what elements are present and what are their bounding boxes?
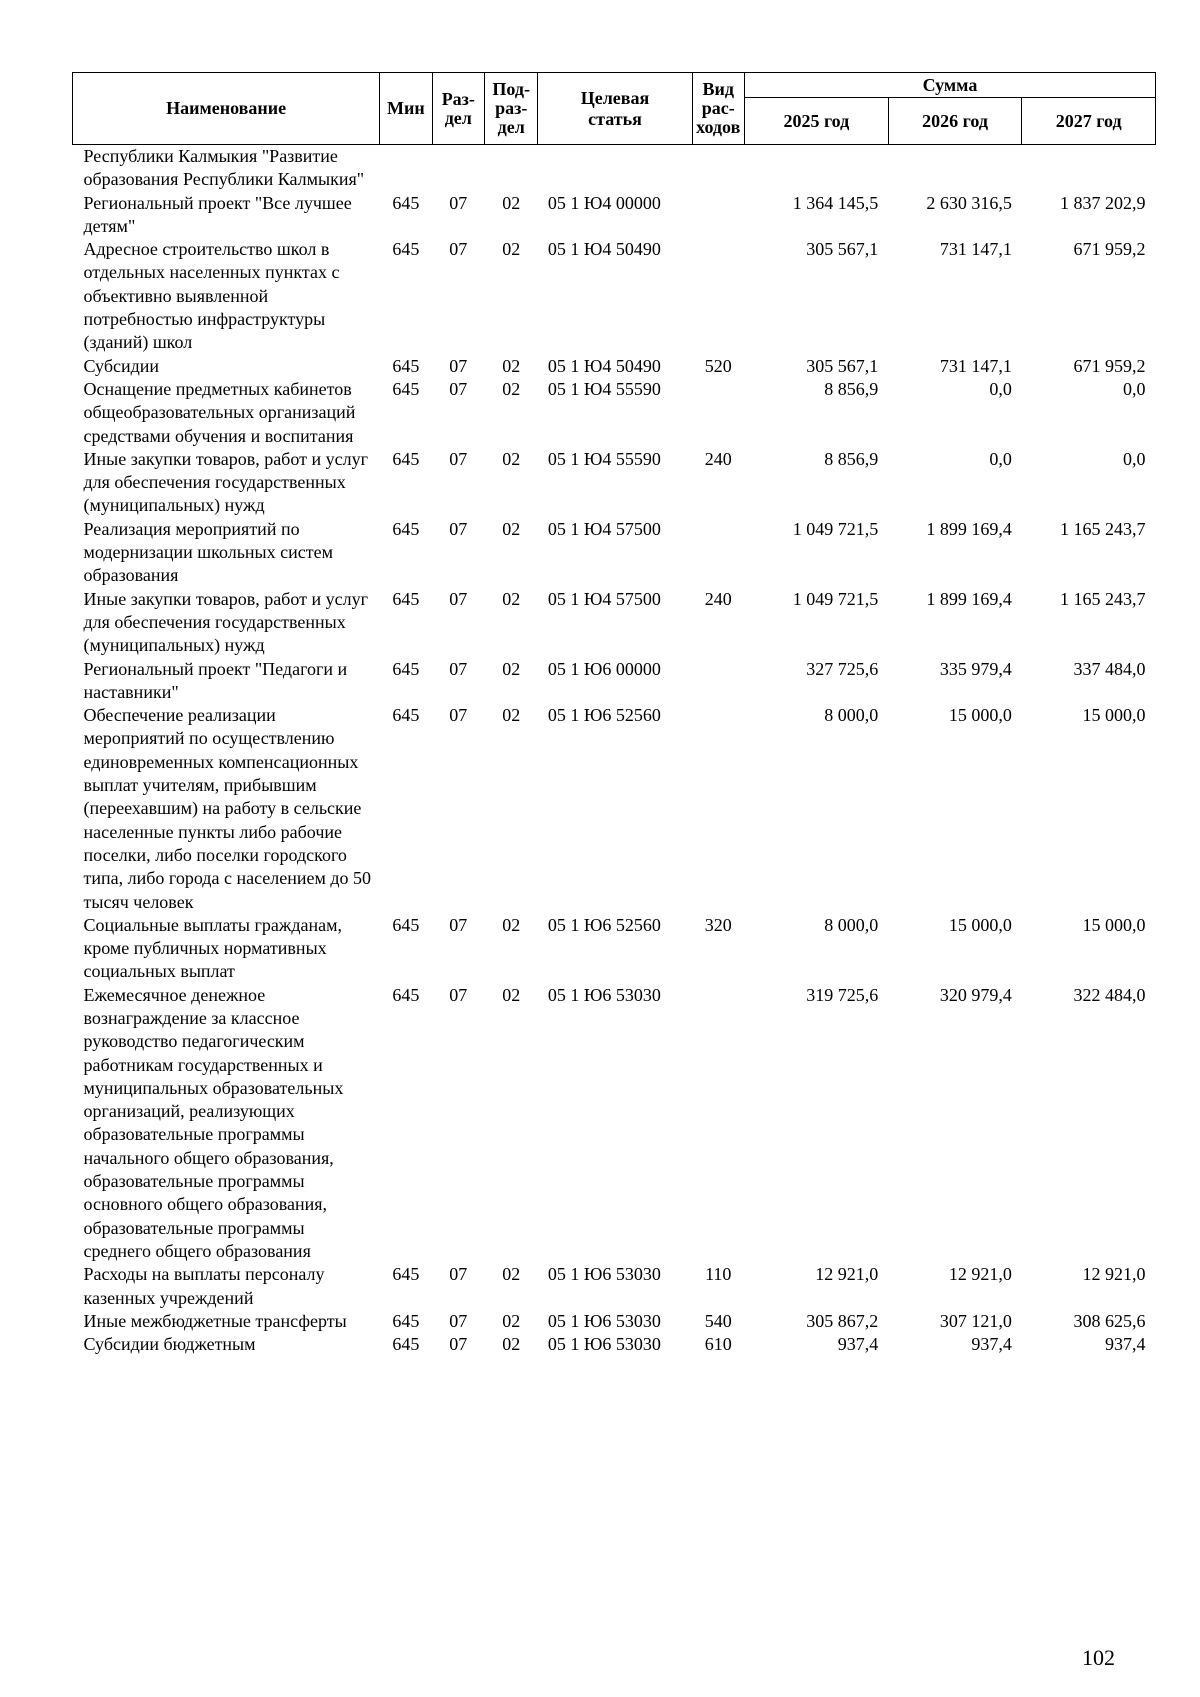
cell-podrazdel: 02 [502,378,521,399]
cell-name: Региональный проект "Педагоги и наставники" [83,658,348,702]
table-row [73,378,1156,448]
header-year-2027: 2027 год [1022,98,1156,145]
cell-name: Обеспечение реализации мероприятий по осуществлению единовременных компенсационных выплат учителям, прибывшим (переехавшим) на работу в сельские населенные пункты либо рабочие поселки, либо поселки городского типа, либо города с населением до 50 тысяч человек [83,705,372,912]
header-vid: Вид рас- ходов [692,73,744,145]
table-row [73,658,1156,705]
document-page [72,72,1156,1356]
cell-sum-2027: 1 837 202,9 [1060,192,1146,213]
cell-sum-2026: 2 630 316,5 [926,192,1012,213]
table-row [73,914,1156,984]
budget-table [72,72,1156,1356]
cell-celevaya-statya: 05 1 Ю4 55590 [547,448,661,469]
cell-podrazdel: 02 [502,1310,521,1331]
cell-razdel: 07 [449,1310,468,1331]
table-row [73,1263,1156,1310]
cell-vid-raskhodov: 320 [704,914,732,935]
cell-razdel: 07 [449,914,468,935]
cell-razdel: 07 [449,1334,468,1355]
cell-podrazdel: 02 [502,914,521,935]
table-row [73,355,1156,378]
header-name: Наименование [73,73,380,145]
cell-name: Региональный проект "Все лучшее детям" [83,192,352,236]
header-summa: Сумма [744,73,1155,98]
cell-sum-2026: 15 000,0 [948,914,1012,935]
cell-vid-raskhodov [692,378,744,448]
cell-sum-2025 [744,145,888,192]
cell-vid-raskhodov: 540 [704,1310,732,1331]
cell-podrazdel: 02 [502,448,521,469]
cell-sum-2026: 0,0 [989,448,1012,469]
cell-celevaya-statya: 05 1 Ю6 52560 [547,914,661,935]
cell-sum-2025: 305 567,1 [806,355,879,376]
cell-sum-2026 [888,145,1022,192]
cell-sum-2025: 8 000,0 [824,914,879,935]
cell-razdel: 07 [449,705,468,726]
table-row [73,145,1156,192]
cell-sum-2025: 305 867,2 [806,1310,879,1331]
cell-sum-2027: 1 165 243,7 [1060,588,1146,609]
cell-razdel: 07 [449,658,468,679]
cell-sum-2027: 12 921,0 [1082,1264,1146,1285]
cell-razdel: 07 [449,192,468,213]
cell-sum-2027: 337 484,0 [1073,658,1146,679]
cell-min: 645 [392,705,420,726]
cell-sum-2025: 319 725,6 [806,984,879,1005]
table-body [73,145,1156,1357]
cell-sum-2027: 937,4 [1105,1334,1146,1355]
cell-name: Адресное строительство школ в отдельных населенных пунктах с объективно выявленной потребностью инфраструктуры (зданий) школ [83,239,340,353]
cell-sum-2026: 320 979,4 [939,984,1012,1005]
cell-celevaya-statya: 05 1 Ю6 53030 [547,1264,661,1285]
cell-sum-2025: 1 049 721,5 [792,518,879,539]
cell-sum-2027: 0,0 [1123,448,1146,469]
cell-celevaya-statya: 05 1 Ю4 50490 [547,239,661,260]
cell-podrazdel: 02 [502,705,521,726]
cell-name: Субсидии бюджетным [83,1334,256,1355]
cell-podrazdel: 02 [502,192,521,213]
header-year-2025: 2025 год [744,98,888,145]
table-row [73,192,1156,239]
cell-vid-raskhodov [692,145,744,192]
cell-sum-2027: 322 484,0 [1073,984,1146,1005]
cell-podrazdel: 02 [502,984,521,1005]
cell-celevaya-statya: 05 1 Ю4 55590 [547,378,661,399]
cell-sum-2026: 1 899 169,4 [926,588,1012,609]
cell-min: 645 [392,914,420,935]
cell-sum-2025: 8 000,0 [824,705,879,726]
cell-razdel [432,145,484,192]
cell-sum-2027: 671 959,2 [1073,355,1146,376]
cell-vid-raskhodov: 610 [704,1334,732,1355]
cell-sum-2026: 12 921,0 [948,1264,1012,1285]
cell-sum-2025: 8 856,9 [824,378,879,399]
cell-min: 645 [392,239,420,260]
cell-podrazdel: 02 [502,239,521,260]
cell-name: Ежемесячное денежное вознаграждение за классное руководство педагогическим работникам государственных и муниципальных образовательных организаций, реализующих образовательные программы начального общего образования, образовательные программы основного общего образования, образовательные программы среднего общего образования [83,984,344,1261]
table-row [73,448,1156,518]
table-header [73,73,1156,145]
cell-min: 645 [392,1310,420,1331]
cell-vid-raskhodov: 110 [705,1264,732,1285]
cell-sum-2025: 1 364 145,5 [792,192,879,213]
table-row [73,704,1156,914]
header-min: Мин [380,73,432,145]
cell-razdel: 07 [449,1264,468,1285]
cell-sum-2027: 1 165 243,7 [1060,518,1146,539]
cell-sum-2026: 731 147,1 [939,239,1012,260]
cell-vid-raskhodov [692,658,744,705]
cell-razdel: 07 [449,518,468,539]
cell-celevaya-statya: 05 1 Ю4 50490 [547,355,661,376]
cell-sum-2025: 8 856,9 [824,448,879,469]
cell-min [380,145,432,192]
table-row [73,588,1156,658]
cell-name: Иные закупки товаров, работ и услуг для обеспечения государственных (муниципальных) нужд [83,448,368,516]
cell-sum-2027: 15 000,0 [1082,705,1146,726]
cell-vid-raskhodov [692,518,744,588]
cell-sum-2025: 305 567,1 [806,239,879,260]
cell-sum-2025: 937,4 [837,1334,879,1355]
cell-sum-2026: 15 000,0 [948,705,1012,726]
cell-min: 645 [392,518,420,539]
table-row [73,984,1156,1264]
table-row [73,1333,1156,1356]
cell-celevaya-statya: 05 1 Ю6 53030 [547,984,661,1005]
table-row [73,238,1156,354]
cell-vid-raskhodov [692,984,744,1264]
cell-razdel: 07 [449,588,468,609]
cell-celevaya-statya: 05 1 Ю6 52560 [547,705,661,726]
cell-min: 645 [392,192,420,213]
cell-sum-2027: 15 000,0 [1082,914,1146,935]
cell-sum-2025: 327 725,6 [806,658,879,679]
cell-min: 645 [392,588,420,609]
cell-min: 645 [392,984,420,1005]
cell-name: Иные закупки товаров, работ и услуг для обеспечения государственных (муниципальных) нужд [83,588,368,656]
cell-sum-2026: 0,0 [989,378,1012,399]
cell-sum-2026: 731 147,1 [939,355,1012,376]
cell-name: Реализация мероприятий по модернизации школьных систем образования [83,518,334,586]
cell-celevaya-statya: 05 1 Ю4 57500 [547,588,661,609]
cell-razdel: 07 [449,378,468,399]
cell-vid-raskhodov [692,704,744,914]
cell-podrazdel [485,145,538,192]
cell-min: 645 [392,658,420,679]
cell-sum-2026: 307 121,0 [939,1310,1012,1331]
cell-sum-2027: 671 959,2 [1073,239,1146,260]
cell-vid-raskhodov: 520 [704,355,732,376]
cell-celevaya-statya: 05 1 Ю4 57500 [547,518,661,539]
cell-min: 645 [392,1264,420,1285]
cell-sum-2027: 0,0 [1123,378,1146,399]
cell-razdel: 07 [449,239,468,260]
cell-sum-2026: 1 899 169,4 [926,518,1012,539]
cell-podrazdel: 02 [502,355,521,376]
cell-podrazdel: 02 [502,1264,521,1285]
cell-vid-raskhodov [692,192,744,239]
cell-name: Социальные выплаты гражданам, кроме публичных нормативных социальных выплат [83,914,342,982]
cell-celevaya-statya: 05 1 Ю6 53030 [547,1334,661,1355]
cell-name: Иные межбюджетные трансферты [83,1310,347,1331]
header-celevaya: Целевая статья [538,73,692,145]
cell-name: Расходы на выплаты персоналу казенных учреждений [83,1264,325,1308]
cell-name: Субсидии [83,355,160,376]
cell-sum-2027 [1022,145,1156,192]
cell-podrazdel: 02 [502,518,521,539]
page-number: 102 [1082,1645,1115,1670]
cell-vid-raskhodov: 240 [704,588,732,609]
cell-razdel: 07 [449,984,468,1005]
cell-name: Республики Калмыкия "Развитие образования Республики Калмыкия" [83,146,365,190]
cell-razdel: 07 [449,448,468,469]
cell-podrazdel: 02 [502,588,521,609]
header-razdel: Раз- дел [432,73,484,145]
cell-min: 645 [392,378,420,399]
cell-vid-raskhodov [692,238,744,354]
cell-sum-2026: 335 979,4 [939,658,1012,679]
cell-celevaya-statya: 05 1 Ю4 00000 [547,192,661,213]
cell-vid-raskhodov: 240 [704,448,732,469]
cell-min: 645 [392,448,420,469]
header-podrazdel: Под- раз- дел [485,73,538,145]
table-row [73,1310,1156,1333]
cell-celevaya-statya: 05 1 Ю6 53030 [547,1310,661,1331]
cell-sum-2025: 1 049 721,5 [792,588,879,609]
cell-celevaya-statya [538,145,692,192]
table-row [73,518,1156,588]
header-year-2026: 2026 год [888,98,1022,145]
cell-min: 645 [392,1334,420,1355]
cell-min: 645 [392,355,420,376]
cell-name: Оснащение предметных кабинетов общеобразовательных организаций средствами обучения и воспитания [83,378,356,446]
cell-podrazdel: 02 [502,658,521,679]
cell-podrazdel: 02 [502,1334,521,1355]
cell-razdel: 07 [449,355,468,376]
cell-sum-2027: 308 625,6 [1073,1310,1146,1331]
cell-sum-2025: 12 921,0 [815,1264,879,1285]
cell-sum-2026: 937,4 [971,1334,1012,1355]
cell-celevaya-statya: 05 1 Ю6 00000 [547,658,661,679]
